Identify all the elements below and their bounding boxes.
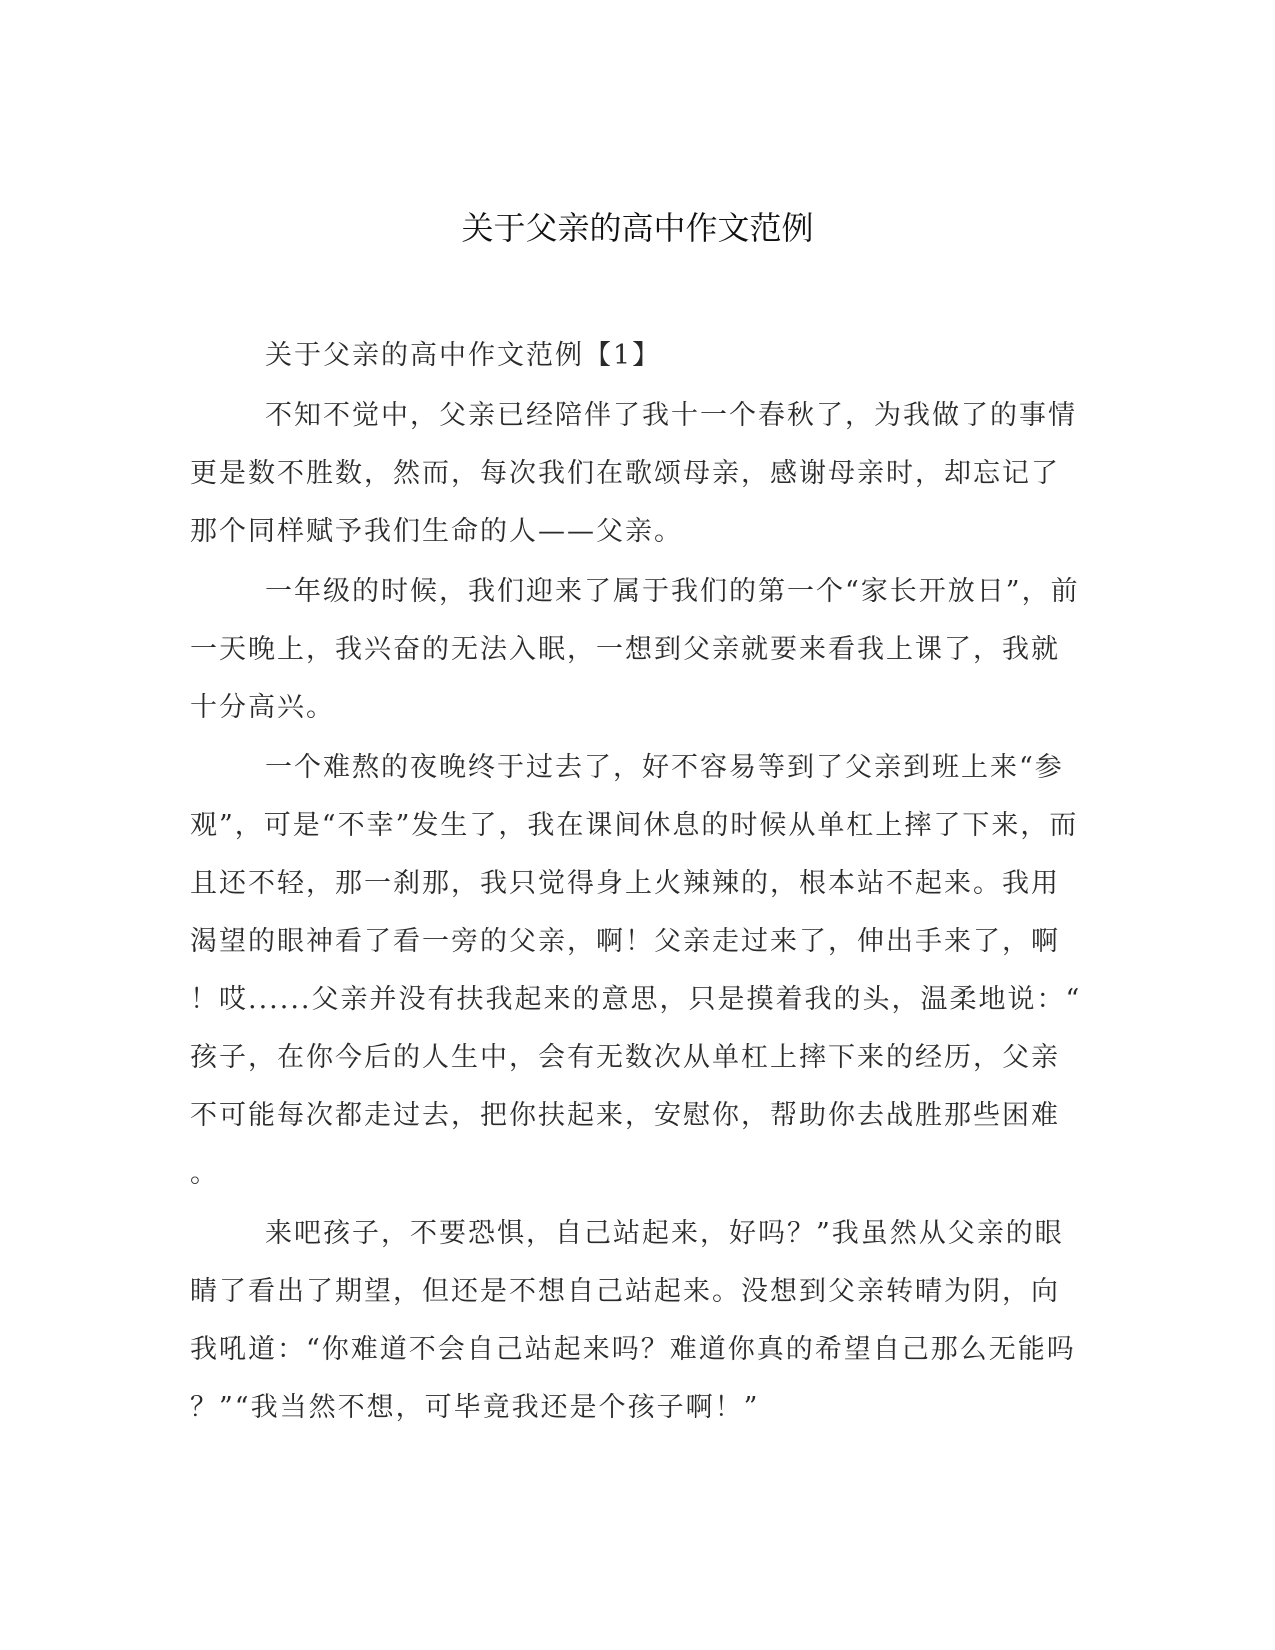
paragraph-line: 观”，可是“不幸”发生了，我在课间休息的时候从单杠上摔了下来，而	[190, 810, 1079, 841]
document-title: 关于父亲的高中作文范例	[461, 209, 814, 247]
paragraph-line: 渴望的眼神看了看一旁的父亲，啊！父亲走过来了，伸出手来了，啊	[190, 926, 1060, 957]
paragraph-line: 那个同样赋予我们生命的人——父亲。	[190, 516, 683, 547]
paragraph-line: ！哎......父亲并没有扶我起来的意思，只是摸着我的头，温柔地说：“	[190, 984, 1082, 1015]
section-heading: 关于父亲的高中作文范例【1】	[265, 340, 662, 371]
paragraph-line: 十分高兴。	[190, 692, 335, 723]
paragraph-line: ？”“我当然不想，可毕竟我还是个孩子啊！”	[190, 1392, 760, 1423]
paragraph-line: 不可能每次都走过去，把你扶起来，安慰你，帮助你去战胜那些困难	[190, 1100, 1060, 1131]
paragraph-line: 。	[190, 1158, 219, 1189]
paragraph-line: 且还不轻，那一刹那，我只觉得身上火辣辣的，根本站不起来。我用	[190, 868, 1060, 899]
paragraph-line: 孩子，在你今后的人生中，会有无数次从单杠上摔下来的经历，父亲	[190, 1042, 1060, 1073]
paragraph-line: 一年级的时候，我们迎来了属于我们的第一个“家长开放日”，前	[265, 576, 1080, 607]
paragraph-line: 睛了看出了期望，但还是不想自己站起来。没想到父亲转晴为阴，向	[190, 1276, 1060, 1307]
paragraph-line: 一天晚上，我兴奋的无法入眠，一想到父亲就要来看我上课了，我就	[190, 634, 1060, 665]
paragraph-line: 来吧孩子，不要恐惧，自己站起来，好吗？”我虽然从父亲的眼	[265, 1218, 1064, 1249]
paragraph-line: 不知不觉中，父亲已经陪伴了我十一个春秋了，为我做了的事情	[265, 400, 1077, 431]
paragraph-line: 我吼道：“你难道不会自己站起来吗？难道你真的希望自己那么无能吗	[190, 1334, 1076, 1365]
paragraph-line: 更是数不胜数，然而，每次我们在歌颂母亲，感谢母亲时，却忘记了	[190, 458, 1060, 489]
paragraph-line: 一个难熬的夜晚终于过去了，好不容易等到了父亲到班上来“参	[265, 752, 1064, 783]
